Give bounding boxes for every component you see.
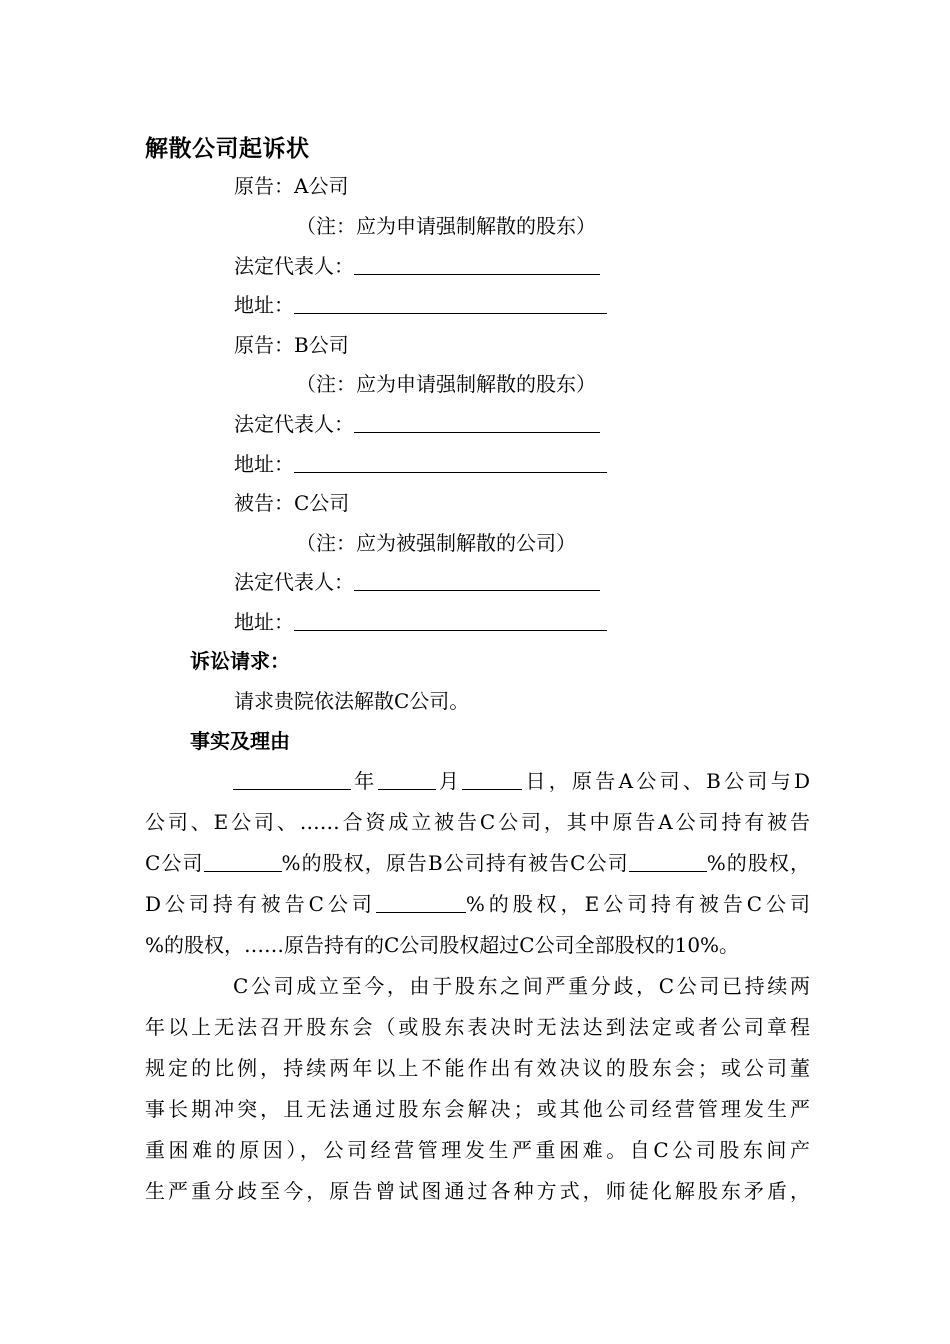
year-blank[interactable] (233, 767, 351, 790)
legal-rep-blank[interactable] (354, 410, 600, 433)
party-role-plaintiff-b: 原告：B公司 (234, 333, 349, 357)
para2-line-1: C公司成立至今，由于股东之间严重分歧，C公司已持续两 (233, 974, 810, 998)
address-label: 地址： (234, 610, 294, 634)
para2-line-2: 年以上无法召开股东会（或股东表决时无法达到法定或者公司章程 (145, 1015, 810, 1039)
party-note-plaintiff-a: （注：应为申请强制解散的股东） (296, 214, 596, 238)
facts-paragraph-2 (145, 966, 810, 1212)
month-blank[interactable] (378, 767, 436, 790)
legal-rep-label: 法定代表人： (234, 254, 354, 278)
para1-line-4: D公司持有被告C公司 %的股权，E公司持有被告C公司 (145, 892, 811, 916)
share-a-blank[interactable] (204, 849, 282, 872)
day-blank[interactable] (462, 767, 522, 790)
address-blank[interactable] (294, 450, 607, 473)
facts-paragraph-1 (145, 761, 810, 966)
party-role-plaintiff-a: 原告：A公司 (234, 174, 349, 198)
para2-line-6: 生严重分歧至今，原告曾试图通过各种方式，师徒化解股东矛盾， (145, 1179, 810, 1203)
legal-rep-label: 法定代表人： (234, 570, 354, 594)
para1-line-3: C公司 %的股权，原告B公司持有被告C公司 %的股权， (145, 851, 810, 875)
facts-heading: 事实及理由 (190, 729, 290, 753)
para2-line-3: 规定的比例，持续两年以上不能作出有效决议的股东会；或公司董 (145, 1056, 810, 1080)
address-line-plaintiff-a (234, 290, 607, 320)
para1-line-2: 公司、E公司、……合资成立被告C公司，其中原告A公司持有被告 (145, 810, 810, 834)
legal-rep-blank[interactable] (354, 252, 600, 275)
share-d-blank[interactable] (376, 890, 466, 913)
para1-line-1: 年 月 日，原告A公司、B公司与D (145, 761, 810, 802)
para2-line-4: 事长期冲突，且无法通过股东会解决；或其他公司经营管理发生严 (145, 1097, 810, 1121)
para1-line-5: %的股权，……原告持有的C公司股权超过C公司全部股权的10%。 (145, 933, 740, 957)
party-note-plaintiff-b: （注：应为申请强制解散的股东） (296, 372, 596, 396)
legal-rep-line-defendant-c (234, 567, 600, 597)
legal-rep-line-plaintiff-a (234, 251, 600, 281)
legal-rep-label: 法定代表人： (234, 412, 354, 436)
address-line-plaintiff-b (234, 449, 607, 479)
address-line-defendant-c (234, 607, 607, 637)
share-b-blank[interactable] (629, 849, 707, 872)
address-blank[interactable] (294, 291, 607, 314)
para2-line-5: 重困难的原因），公司经营管理发生严重困难。自C公司股东间产 (145, 1138, 810, 1162)
party-note-defendant-c: （注：应为被强制解散的公司） (296, 531, 576, 555)
legal-rep-line-plaintiff-b (234, 409, 600, 439)
document-title: 解散公司起诉状 (145, 135, 310, 162)
claims-heading: 诉讼请求： (190, 649, 290, 673)
address-blank[interactable] (294, 608, 607, 631)
party-role-defendant-c: 被告：C公司 (234, 491, 350, 515)
claims-text: 请求贵院依法解散C公司。 (234, 689, 470, 713)
legal-rep-blank[interactable] (354, 568, 600, 591)
address-label: 地址： (234, 293, 294, 317)
address-label: 地址： (234, 452, 294, 476)
